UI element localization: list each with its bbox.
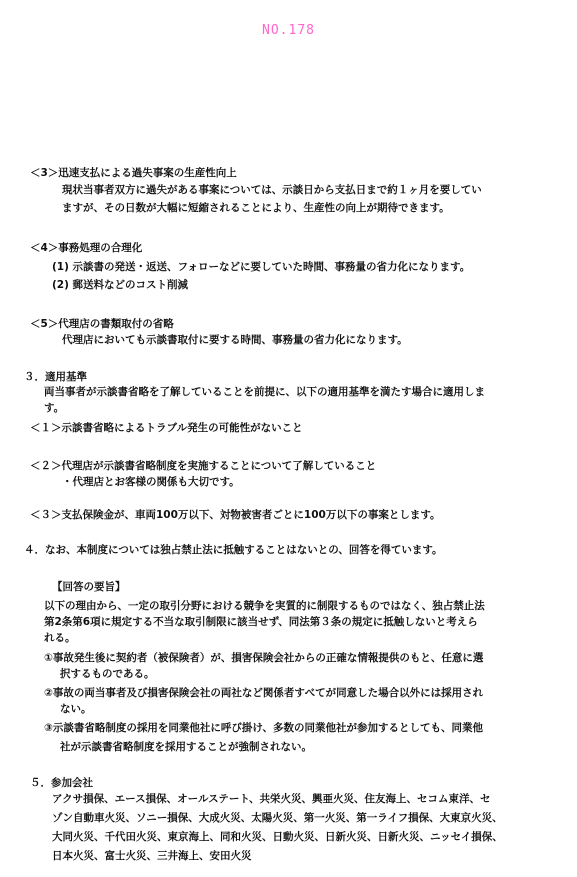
reason-3-line-2: 社が示談書省略制度を採用することが強制されない。 [60, 741, 312, 753]
page-number: NO.178 [262, 23, 315, 38]
criterion-2-sub: ・代理店とお客様の関係も大切です。 [62, 476, 240, 488]
company-list-line-3: 大同火災、千代田火災、東京海上、同和火災、日動火災、日新火災、日新火災、ニッセイ損保、 [52, 831, 503, 843]
section-4-item-1: (1) 示談書の発送・返送、フォローなどに要していた時間、事務量の省力化になります。 [52, 261, 471, 273]
criterion-3: ＜３＞支払保険金が、車両100万以下、対物被害者ごとに100万以下の事案とします。 [30, 509, 441, 521]
apply-heading: ３．適用基準 [24, 371, 87, 383]
apply-body-line-1: 両当事者が示談書省略を了解していることを前提に、以下の適用基準を満たす場合に適用しま [44, 386, 485, 398]
reason-1-line-2: 択するものである。 [60, 668, 155, 680]
reply-intro-line-3: れる。 [44, 632, 76, 644]
reason-2-line-2: ない。 [60, 703, 92, 715]
criterion-2: ＜２＞代理店が示談書省略制度を実施することについて了解していること [30, 460, 377, 472]
reply-intro-line-1: 以下の理由から、一定の取引分野における競争を実質的に制限するものではなく、独占禁止法 [44, 600, 485, 612]
section-3-body-line-1: 現状当事者双方に過失がある事案については、示談日から支払日まで約１ヶ月を要してい [62, 184, 482, 196]
section-four-heading: ４．なお、本制度については独占禁止法に抵触することはないとの、回答を得ています。 [24, 544, 443, 556]
reason-2-line-1: ②事故の両当事者及び損害保険会社の両社など関係者すべてが同意した場合以外には採用され [44, 687, 484, 699]
section-5-body: 代理店においても示談書取付に要する時間、事務量の省力化になります。 [62, 334, 408, 346]
section-3-body-line-2: ますが、その日数が大幅に短縮されることにより、生産性の向上が期待できます。 [62, 202, 450, 214]
reply-intro-line-2: 第2条第6項に規定する不当な取引制限に該当せず、同法第３条の規定に抵触しないと考えら [44, 616, 478, 628]
company-list-line-1: アクサ損保、エース損保、オールステート、共栄火災、興亜火災、住友海上、セコム東洋、セ [52, 793, 491, 805]
reply-heading: 【回答の要旨】 [52, 581, 126, 593]
section-5-heading: ＜5＞代理店の書類取付の省略 [30, 318, 174, 330]
reason-3-line-1: ③示談書省略制度の採用を同業他社に呼び掛け、多数の同業他社が参加するとしても、同業他 [44, 722, 483, 734]
company-list-line-4: 日本火災、富士火災、三井海上、安田火災 [52, 850, 252, 862]
section-4-item-2: (2) 郵送料などのコスト削減 [52, 279, 189, 291]
section-five-heading: ５．参加会社 [30, 777, 93, 789]
section-4-heading: ＜4＞事務処理の合理化 [30, 242, 143, 254]
section-3-heading: ＜3＞迅速支払による過失事案の生産性向上 [30, 167, 237, 179]
criterion-1: ＜１＞示談書省略によるトラブル発生の可能性がないこと [30, 422, 303, 434]
reason-1-line-1: ①事故発生後に契約者（被保険者）が、損害保険会社からの正確な情報提供のもと、任意に選 [44, 652, 484, 664]
company-list-line-2: ゾン自動車火災、ソニー損保、大成火災、太陽火災、第一火災、第一ライフ損保、大東京火災、 [52, 812, 503, 824]
apply-body-line-2: す。 [44, 402, 65, 414]
